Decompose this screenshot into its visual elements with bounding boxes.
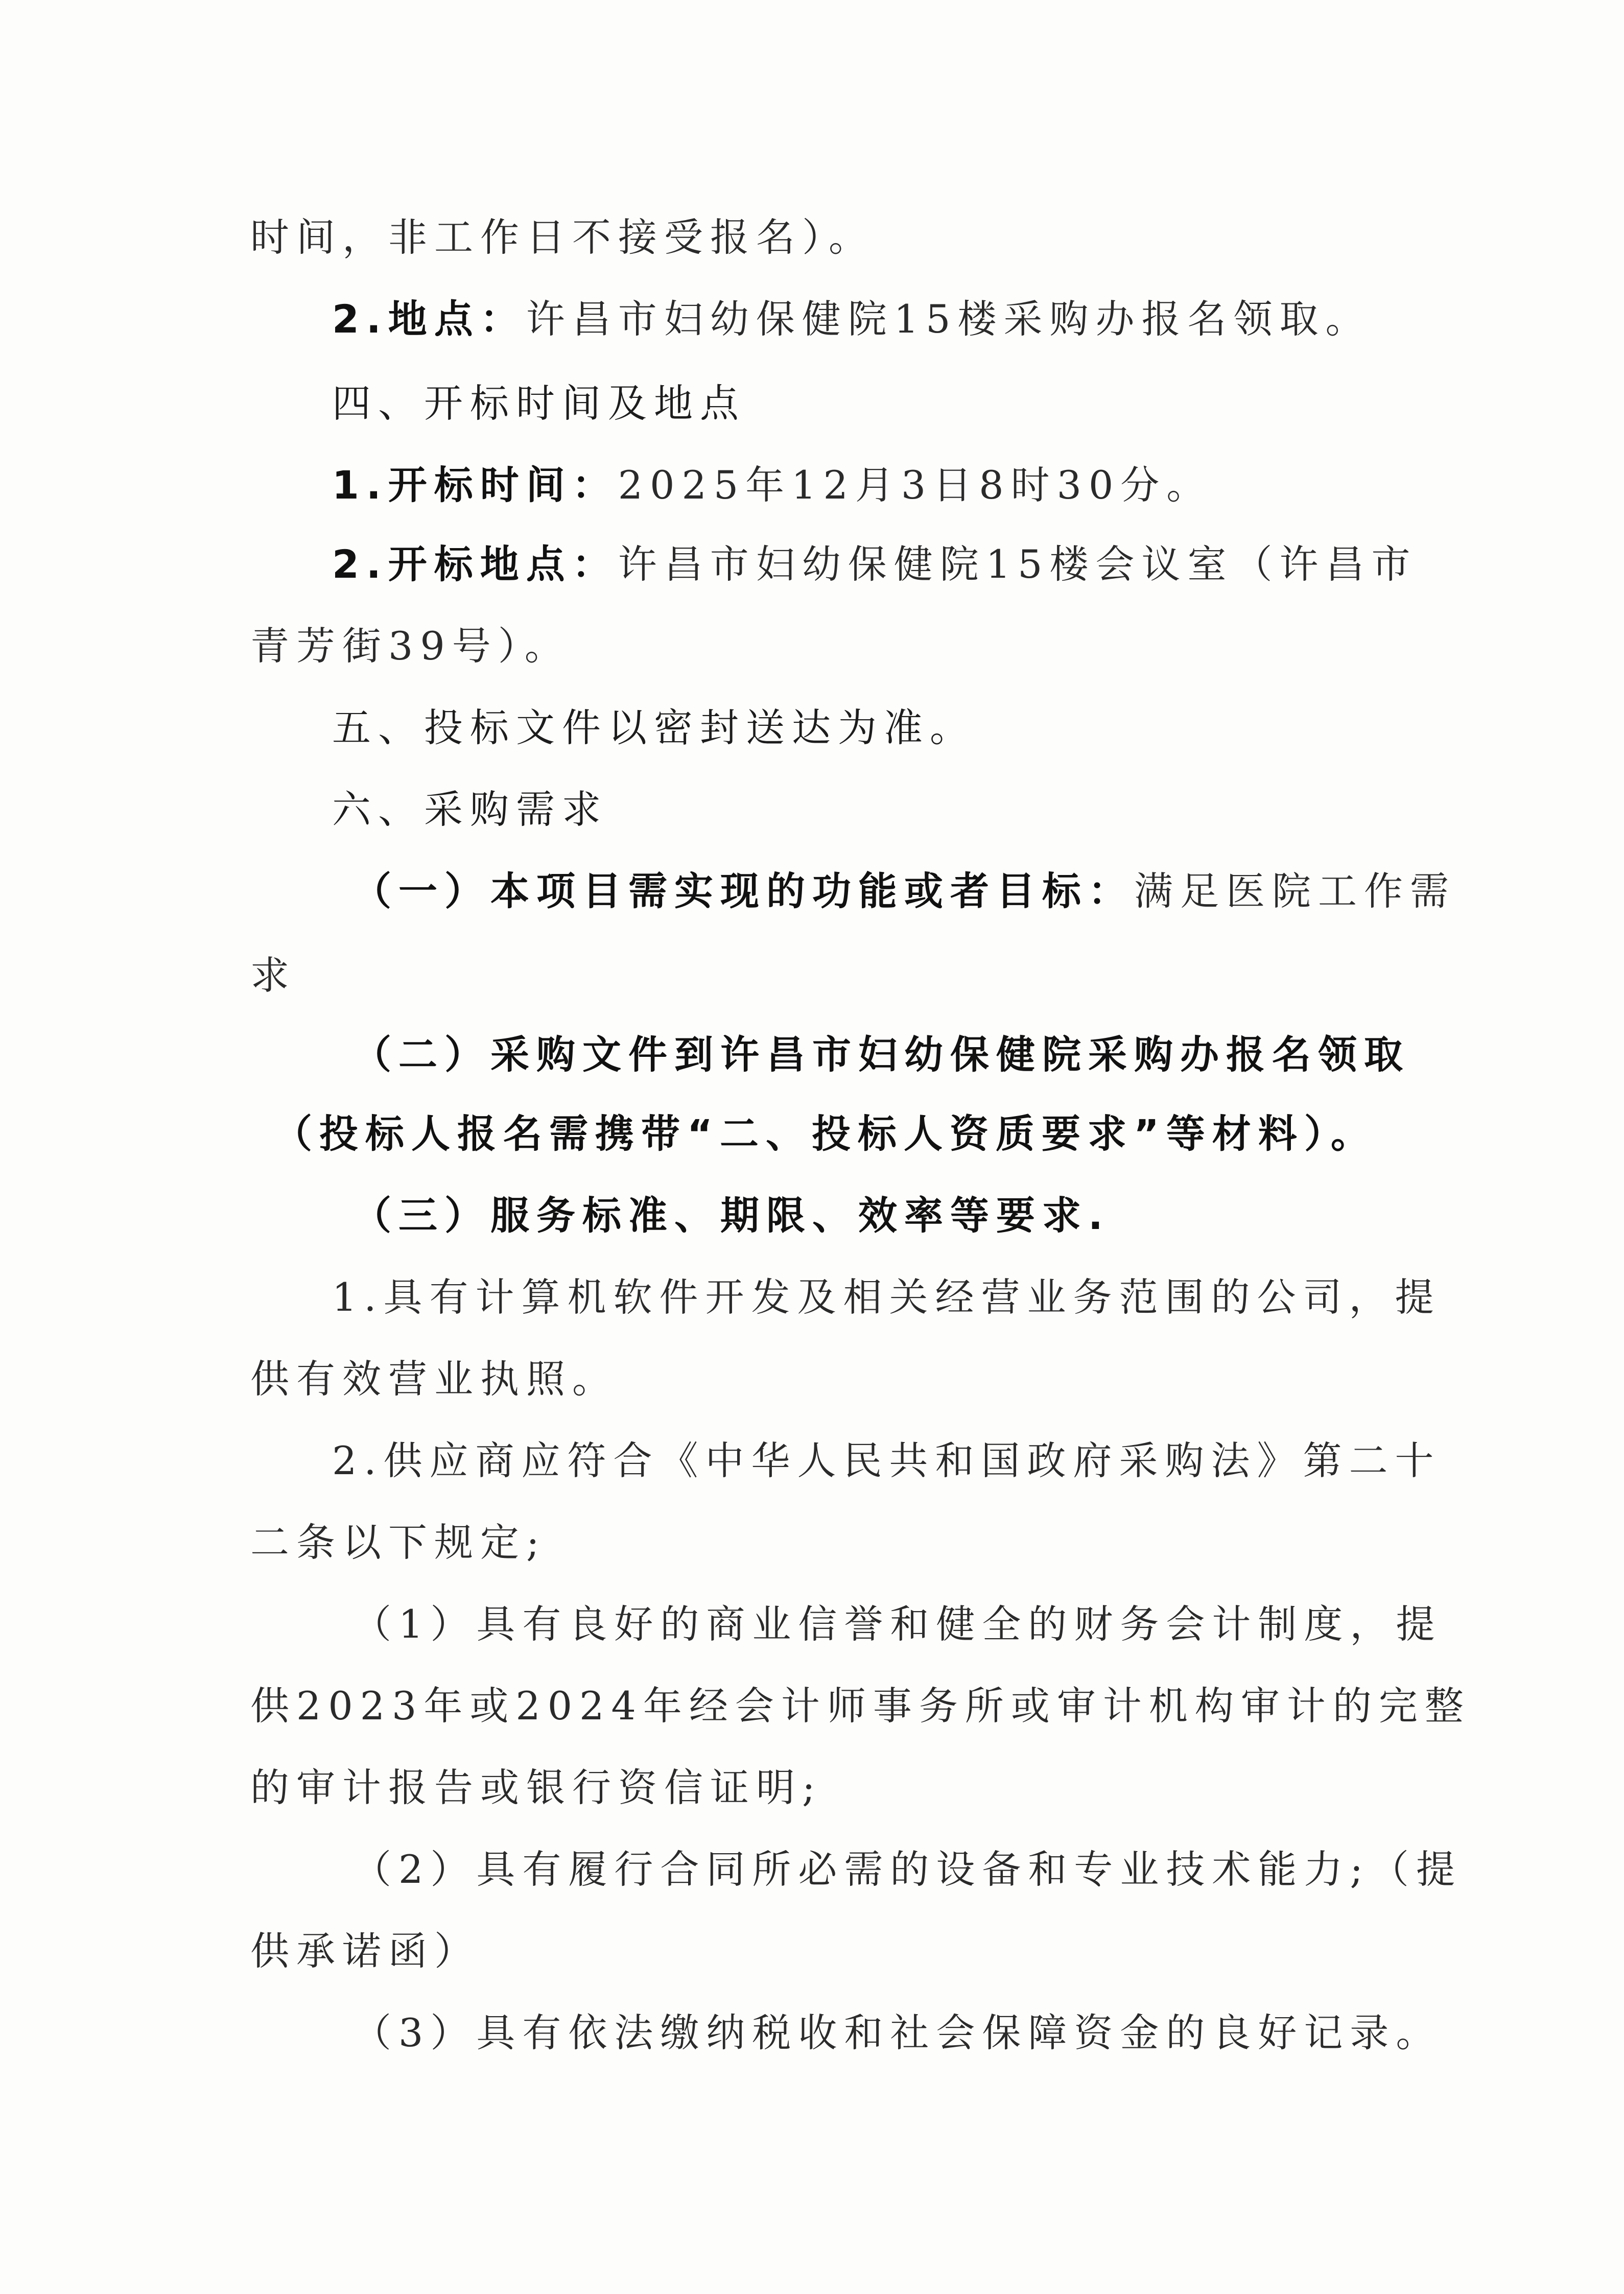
text-line [332, 460, 1212, 511]
field-value: 满足医院工作需 [1134, 868, 1456, 914]
text-line: 的审计报告或银行资信证明; [250, 1765, 822, 1810]
text-line: 求 [250, 953, 296, 998]
field-label: 1.开标时间： [332, 462, 618, 508]
field-value: 许昌市妇幼保健院15楼采购办报名领取。 [526, 296, 1372, 342]
field-label: （一）本项目需实现的功能或者目标： [352, 868, 1134, 914]
field-value: 许昌市妇幼保健院15楼会议室（许昌市 [618, 541, 1418, 587]
text-line: （2）具有履行合同所必需的设备和专业技术能力;（提 [352, 1847, 1462, 1892]
text-line: 2.供应商应符合《中华人民共和国政府采购法》第二十 [332, 1438, 1441, 1483]
text-line: 供有效营业执照。 [250, 1356, 618, 1402]
text-line [352, 866, 1456, 917]
section-heading: 六、采购需求 [332, 787, 608, 832]
text-line: （1）具有良好的商业信誉和健全的财务会计制度，提 [352, 1601, 1442, 1647]
text-line: （3）具有依法缴纳税收和社会保障资金的良好记录。 [352, 2010, 1442, 2055]
field-value: 2025年12月3日8时30分。 [618, 462, 1213, 508]
text-line: 供承诺函） [250, 1928, 480, 1974]
bold-line: （投标人报名需携带“二、投标人资质要求”等材料）。 [273, 1111, 1377, 1156]
text-line: 1.具有计算机软件开发及相关经营业务范围的公司，提 [332, 1274, 1441, 1320]
field-label: 2.开标地点： [332, 541, 618, 587]
bold-line: （二）采购文件到许昌市妇幼保健院采购办报名领取 [352, 1032, 1410, 1077]
text-line: 青芳街39号）。 [250, 623, 571, 669]
text-line: 二条以下规定; [250, 1520, 547, 1565]
bold-line: （三）服务标准、期限、效率等要求. [352, 1193, 1110, 1238]
field-label: 2.地点： [332, 296, 526, 342]
section-heading: 四、开标时间及地点 [332, 381, 746, 426]
text-line: 时间，非工作日不接受报名）。 [250, 215, 875, 260]
text-line: 供2023年或2024年经会计师事务所或审计机构审计的完整 [250, 1683, 1471, 1729]
text-line [332, 294, 1371, 345]
section-heading: 五、投标文件以密封送达为准。 [332, 705, 976, 750]
text-line [332, 539, 1417, 590]
